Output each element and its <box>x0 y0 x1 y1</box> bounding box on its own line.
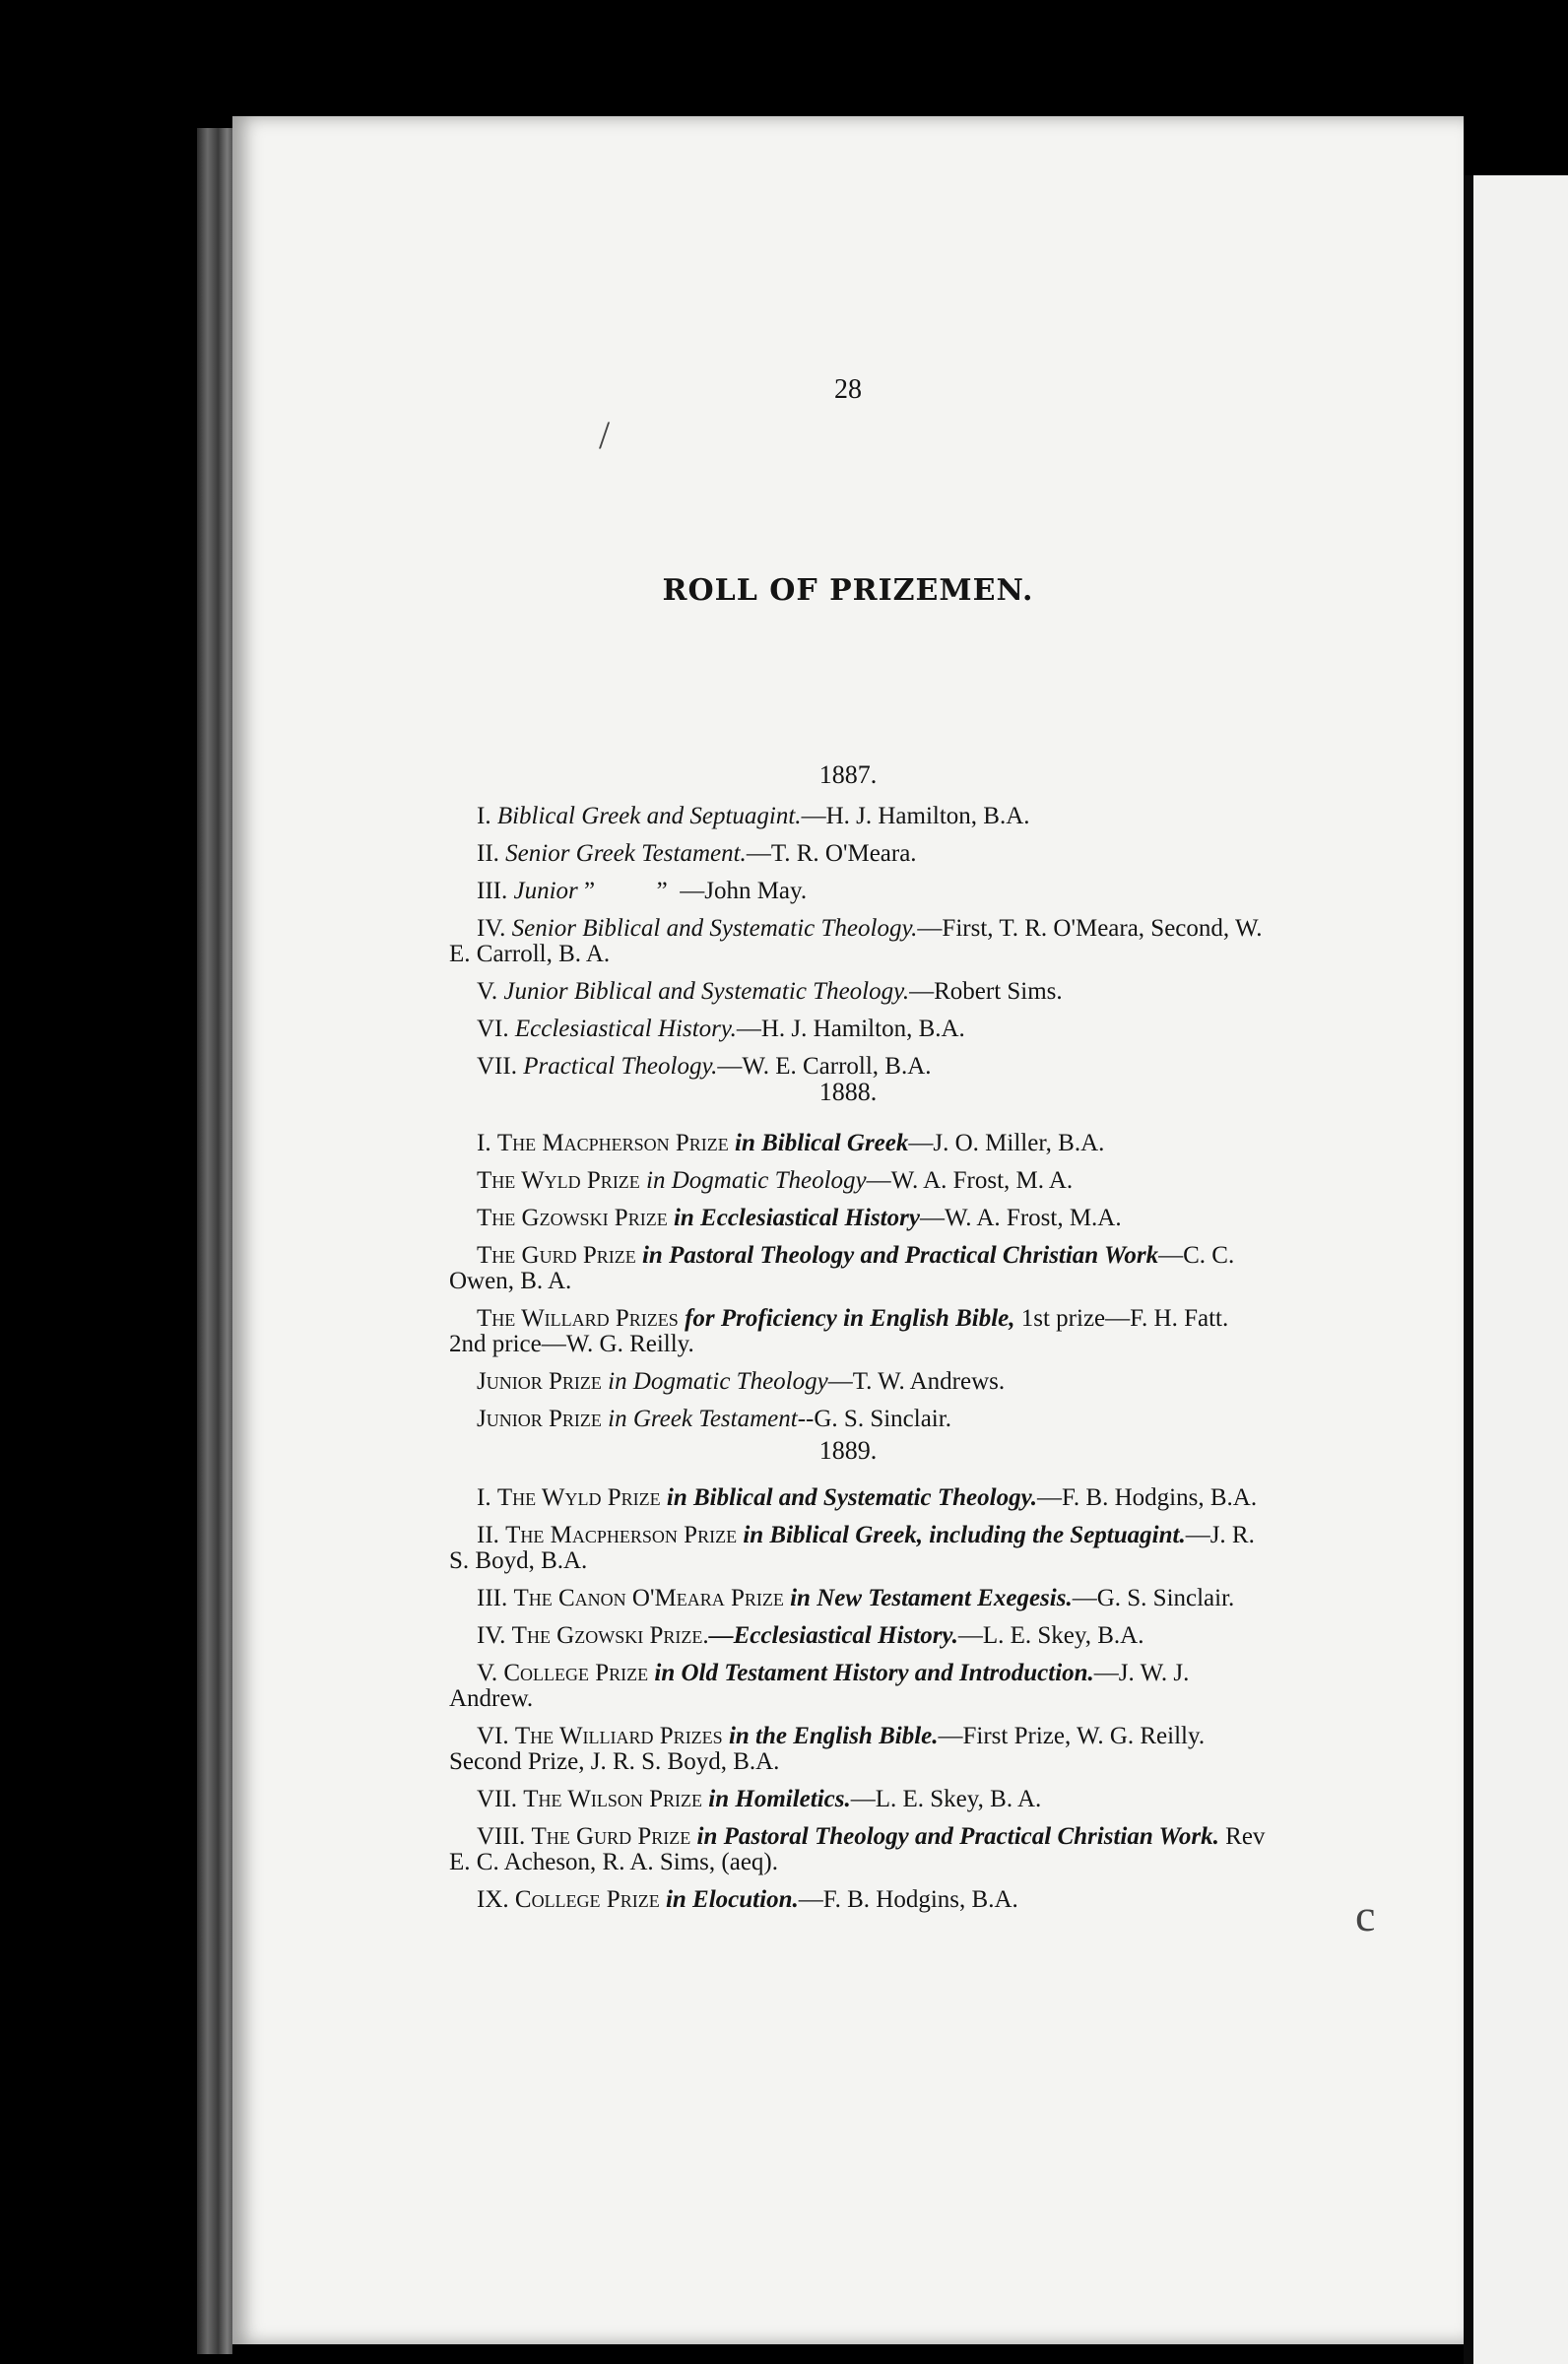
page-title: ROLL OF PRIZEMEN. <box>662 573 1034 608</box>
list-item: II. Senior Greek Testament.—T. R. O'Meara. <box>477 840 917 867</box>
list-item: Junior Prize in Dogmatic Theology—T. W. Andrews. <box>477 1368 1006 1395</box>
entries-1889 <box>449 1485 1267 1925</box>
list-item: IV. Senior Biblical and Systematic Theology.—First, T. R. O'Meara, Second, W. E. Carroll, B. A. <box>449 915 1263 967</box>
page-number: 28 <box>834 374 862 405</box>
list-item: I. The Macpherson Prize in Biblical Greek—J. O. Miller, B.A. <box>477 1130 1105 1156</box>
list-item: Junior Prize in Greek Testament--G. S. Sinclair. <box>477 1406 951 1432</box>
list-item: III. Junior ” ” —John May. <box>477 878 808 904</box>
list-item: I. Biblical Greek and Septuagint.—H. J. Hamilton, B.A. <box>477 803 1030 829</box>
list-item: The Willard Prizes for Proficiency in English Bible, 1st prize—F. H. Fatt. 2nd price—W. G. Reilly. <box>449 1305 1229 1357</box>
list-item: VI. The Williard Prizes in the English Bible.—First Prize, W. G. Reilly. Second Prize, J. R. S. Boyd, B.A. <box>449 1723 1206 1775</box>
list-item: VI. Ecclesiastical History.—H. J. Hamilton, B.A. <box>477 1016 965 1042</box>
stray-pen-mark: / <box>599 413 611 457</box>
year-heading-1887: 1887. <box>818 760 878 789</box>
year-heading-1889: 1889. <box>818 1436 878 1465</box>
list-item: The Wyld Prize in Dogmatic Theology—W. A. Frost, M. A. <box>477 1167 1074 1194</box>
list-item: The Gurd Prize in Pastoral Theology and Practical Christian Work—C. C. Owen, B. A. <box>449 1242 1235 1294</box>
adjacent-page-edge <box>1464 175 1568 2364</box>
list-item: II. The Macpherson Prize in Biblical Greek, including the Septuagint.—J. R. S. Boyd, B.A. <box>449 1522 1255 1574</box>
list-item: VII. The Wilson Prize in Homiletics.—L. E. Skey, B. A. <box>477 1786 1042 1812</box>
list-item: V. Junior Biblical and Systematic Theology.—Robert Sims. <box>477 978 1063 1005</box>
list-item: III. The Canon O'Meara Prize in New Testament Exegesis.—G. S. Sinclair. <box>477 1585 1235 1611</box>
list-item: VII. Practical Theology.—W. E. Carroll, B.A. <box>477 1053 932 1080</box>
entries-1887 <box>449 804 1267 1091</box>
list-item: V. College Prize in Old Testament History and Introduction.—J. W. J. Andrew. <box>449 1660 1190 1712</box>
list-item: IV. The Gzowski Prize.—Ecclesiastical History.—L. E. Skey, B.A. <box>477 1622 1144 1649</box>
book-spine-shadow <box>197 128 232 2354</box>
book-page <box>232 116 1464 2344</box>
list-item: IX. College Prize in Elocution.—F. B. Hodgins, B.A. <box>477 1886 1018 1913</box>
list-item: I. The Wyld Prize in Biblical and Systematic Theology.—F. B. Hodgins, B.A. <box>477 1484 1258 1511</box>
entries-1888 <box>449 1131 1267 1444</box>
year-heading-1888: 1888. <box>818 1078 878 1106</box>
list-item: VIII. The Gurd Prize in Pastoral Theology and Practical Christian Work. Rev E. C. Acheson, R. A. Sims, (aeq). <box>449 1823 1266 1875</box>
page-content <box>232 116 1464 2344</box>
list-item: The Gzowski Prize in Ecclesiastical History—W. A. Frost, M.A. <box>477 1205 1122 1231</box>
stray-pen-mark: c <box>1355 1890 1376 1940</box>
